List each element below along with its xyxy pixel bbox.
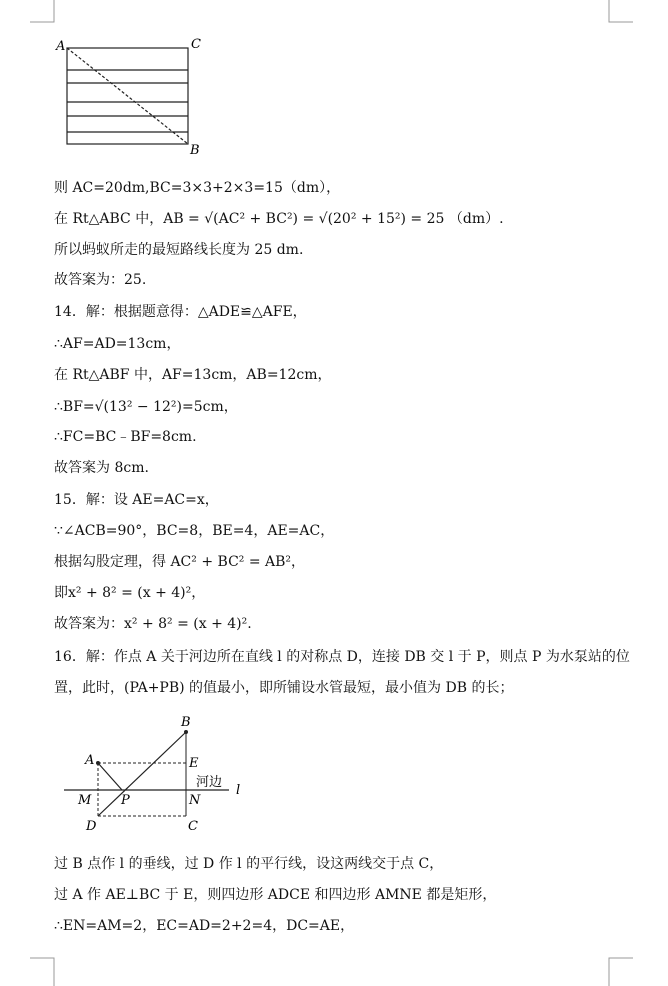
line-af-ad: ∴AF=AD=13cm， (54, 336, 181, 352)
line-q16-b: 置，此时，(PA+PB) 的值最小，即所铺设水管最短，最小值为 DB 的长； (54, 680, 514, 696)
label-l: l (236, 783, 241, 798)
label-m: M (78, 793, 92, 808)
line-answer-14: 故答案为 8cm. (54, 460, 149, 476)
line-given-15: ∵∠ACB=90°，BC=8，BE=4，AE=AC， (54, 523, 335, 539)
label-a: A (56, 39, 66, 54)
label-n: N (189, 793, 201, 808)
figure-river-pump (56, 712, 256, 838)
label-b: B (190, 143, 200, 158)
label-c: C (191, 37, 201, 52)
line-bf: ∴BF=√(13² − 12²)=5cm， (54, 399, 238, 415)
line-ac-bc: 则 AC=20dm,BC=3×3+2×3=15（dm）， (54, 180, 341, 196)
line-shortest: 所以蚂蚁所走的最短路线长度为 25 dm. (54, 242, 304, 258)
line-answer-13: 故答案为：25. (54, 272, 147, 288)
river-label: 河边 (196, 775, 223, 790)
line-q15: 15．解：设 AE=AC=x， (54, 492, 219, 508)
line-en-am: ∴EN=AM=2，EC=AD=2+2=4，DC=AE， (54, 918, 355, 934)
line-rt-abf: 在 Rt△ABF 中，AF=13cm，AB=12cm， (54, 367, 332, 383)
line-pythagoras: 根据勾股定理，得 AC² + BC² = AB²， (54, 554, 306, 570)
figure-box-diagonal (50, 34, 220, 160)
label-a: A (85, 753, 95, 768)
line-perpendicular: 过 B 点作 l 的垂线，过 D 作 l 的平行线，设这两线交于点 C， (54, 856, 444, 872)
line-answer-15: 故答案为：x² + 8² = (x + 4)². (54, 616, 252, 632)
line-rectangles: 过 A 作 AE⊥BC 于 E，则四边形 ADCE 和四边形 AMNE 都是矩形， (54, 887, 497, 903)
label-e: E (189, 756, 199, 771)
label-d: D (86, 819, 97, 834)
line-ab-calc: 在 Rt△ABC 中，AB = √(AC² + BC²) = √(20² + 15²) = 25 （dm）. (54, 211, 504, 227)
line-equation: 即x² + 8² = (x + 4)²， (54, 585, 206, 601)
line-q14: 14．解：根据题意得：△ADE≌△AFE， (54, 304, 307, 320)
label-p: P (121, 793, 130, 808)
label-c: C (188, 819, 198, 834)
line-q16-a: 16．解：作点 A 关于河边所在直线 l 的对称点 D，连接 DB 交 l 于 P，则点 P 为水泵站的位 (54, 649, 630, 665)
label-b: B (181, 715, 191, 730)
line-fc: ∴FC=BC﹣BF=8cm. (54, 429, 197, 445)
